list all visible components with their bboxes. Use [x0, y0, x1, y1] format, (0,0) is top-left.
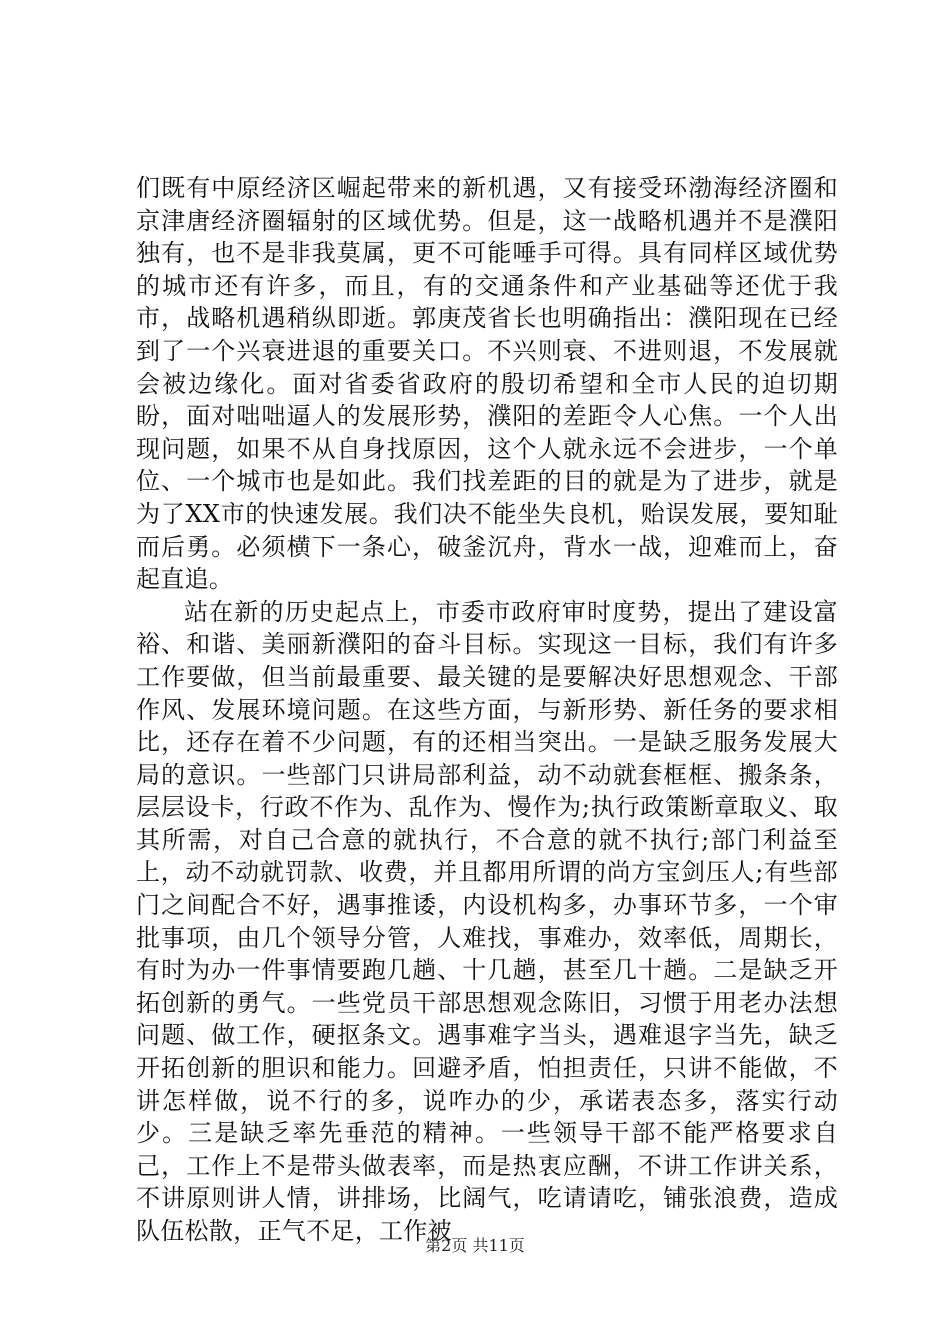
paragraph-2: 站在新的历史起点上，市委市政府审时度势，提出了建设富裕、和谐、美丽新濮阳的奋斗目标。实现这一目标，我们有许多工作要做，但当前最重要、最关键的是要解决好思想观念、干部作风、发展环境问题。在这些方面，与新形势、新任务的要求相比，还存在着不少问题，有的还相当突出。一是缺乏服务发展大局的意识。一些部门只讲局部利益，动不动就套框框、搬条条，层层设卡，行政不作为、乱作为、慢作为;执行政策断章取义、取其所需，对自己合意的就执行，不合意的就不执行;部门利益至上，动不动就罚款、收费，并且都用所谓的尚方宝剑压人;有些部门之间配合不好，遇事推诿，内设机构多，办事环节多，一个审批事项，由几个领导分管，人难找，事难办，效率低，周期长，有时为办一件事情要跑几趟、十几趟，甚至几十趟。二是缺乏开拓创新的勇气。一些党员干部思想观念陈旧，习惯于用老办法想问题、做工作，硬抠条文。遇事难字当头，遇难退字当先，缺乏开拓创新的胆识和能力。回避矛盾，怕担责任，只讲不能做，不讲怎样做，说不行的多，说咋办的少，承诺表态多，落实行动少。三是缺乏率先垂范的精神。一些领导干部不能严格要求自己，工作上不是带头做表率，而是热衷应酬，不讲工作讲关系，不讲原则讲人情，讲排场，比阔气，吃请请吃，铺张浪费，造成队伍松散，正气不足，工作被: [136, 597, 838, 1245]
paragraph-1: 们既有中原经济区崛起带来的新机遇，又有接受环渤海经济圈和京津唐经济圈辐射的区域优势。但是，这一战略机遇并不是濮阳独有，也不是非我莫属，更不可能唾手可得。具有同样区域优势的城市还有许多，而且，有的交通条件和产业基础等还优于我市，战略机遇稍纵即逝。郭庚茂省长也明确指出：濮阳现在已经到了一个兴衰进退的重要关口。不兴则衰、不进则退，不发展就会被边缘化。面对省委省政府的殷切希望和全市人民的迫切期盼，面对咄咄逼人的发展形势，濮阳的差距令人心焦。一个人出现问题，如果不从自身找原因，这个人就永远不会进步，一个单位、一个城市也是如此。我们找差距的目的就是为了进步，就是为了XX市的快速发展。我们决不能坐失良机，贻误发展，要知耻而后勇。必须横下一条心，破釜沉舟，背水一战，迎难而上，奋起直追。: [136, 174, 838, 594]
body-text: [136, 172, 838, 1248]
page-footer: 第2页 共11页: [425, 1236, 525, 1255]
